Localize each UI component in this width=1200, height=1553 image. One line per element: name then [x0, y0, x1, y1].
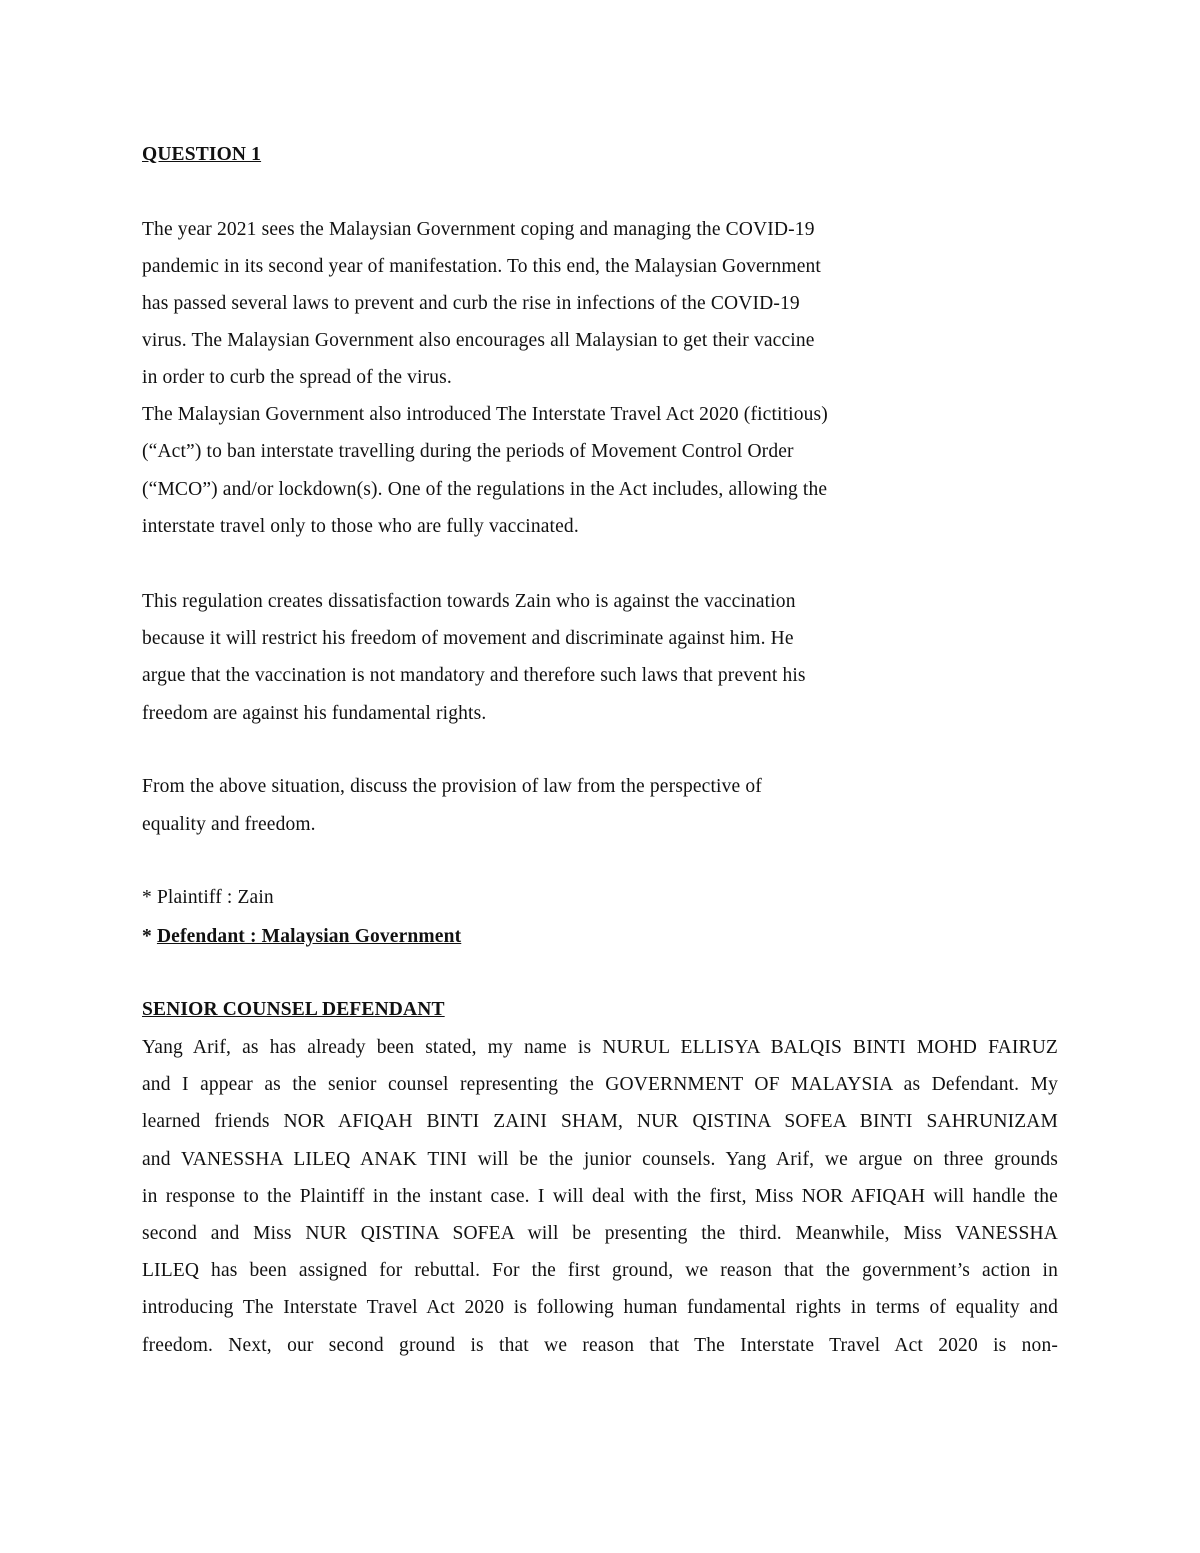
- paragraph1-line: has passed several laws to prevent and curb the rise in infections of the COVID-19: [142, 293, 800, 314]
- senior-counsel-line: learned friends NOR AFIQAH BINTI ZAINI SHAM, NUR QISTINA SOFEA BINTI SAHRUNIZAM: [142, 1111, 1058, 1132]
- plaintiff-line: [142, 886, 274, 910]
- paragraph3-line: From the above situation, discuss the provision of law from the perspective of: [142, 776, 762, 797]
- paragraph1-line: (“MCO”) and/or lockdown(s). One of the regulations in the Act includes, allowing the: [142, 479, 828, 500]
- defendant-label: Defendant : Malaysian Government: [156, 926, 462, 947]
- paragraph3-line: equality and freedom.: [142, 814, 316, 835]
- senior-counsel-line: and VANESSHA LILEQ ANAK TINI will be the junior counsels. Yang Arif, we argue on three grounds: [142, 1149, 1058, 1170]
- paragraph1-line: interstate travel only to those who are fully vaccinated.: [142, 516, 579, 537]
- question-heading: QUESTION 1: [142, 144, 262, 165]
- plaintiff-label: Plaintiff : Zain: [156, 887, 274, 908]
- paragraph2-line: because it will restrict his freedom of movement and discriminate against him. He: [142, 628, 794, 649]
- defendant-line: [142, 925, 461, 949]
- senior-counsel-line: in response to the Plaintiff in the instant case. I will deal with the first, Miss NOR AFIQAH will handle the: [142, 1186, 1058, 1207]
- senior-counsel-line: second and Miss NUR QISTINA SOFEA will be presenting the third. Meanwhile, Miss VANESSHA: [142, 1223, 1058, 1244]
- senior-counsel-line: and I appear as the senior counsel representing the GOVERNMENT OF MALAYSIA as Defendant. My: [142, 1074, 1058, 1095]
- paragraph2-line: freedom are against his fundamental rights.: [142, 703, 487, 724]
- paragraph2-line: This regulation creates dissatisfaction towards Zain who is against the vaccination: [142, 591, 796, 612]
- paragraph1-line: (“Act”) to ban interstate travelling during the periods of Movement Control Order: [142, 441, 794, 462]
- paragraph1-line: The Malaysian Government also introduced The Interstate Travel Act 2020 (fictitious): [142, 404, 828, 425]
- senior-counsel-line: freedom. Next, our second ground is that we reason that The Interstate Travel Act 2020 is non-: [142, 1335, 1058, 1356]
- paragraph2-line: argue that the vaccination is not mandatory and therefore such laws that prevent his: [142, 665, 806, 686]
- senior-counsel-line: LILEQ has been assigned for rebuttal. For the first ground, we reason that the government’s action in: [142, 1260, 1058, 1281]
- senior-counsel-line: introducing The Interstate Travel Act 2020 is following human fundamental rights in terms of equality and: [142, 1297, 1058, 1318]
- paragraph1-line: The year 2021 sees the Malaysian Government coping and managing the COVID-19: [142, 219, 815, 240]
- paragraph1-line: pandemic in its second year of manifestation. To this end, the Malaysian Government: [142, 256, 821, 277]
- senior-counsel-heading: SENIOR COUNSEL DEFENDANT: [142, 999, 445, 1020]
- paragraph1-line: in order to curb the spread of the virus.: [142, 367, 452, 388]
- plaintiff-bullet: *: [142, 887, 152, 908]
- defendant-bullet: *: [142, 926, 152, 947]
- senior-counsel-line: Yang Arif, as has already been stated, my name is NURUL ELLISYA BALQIS BINTI MOHD FAIRUZ: [142, 1037, 1058, 1058]
- paragraph1-line: virus. The Malaysian Government also encourages all Malaysian to get their vaccine: [142, 330, 815, 351]
